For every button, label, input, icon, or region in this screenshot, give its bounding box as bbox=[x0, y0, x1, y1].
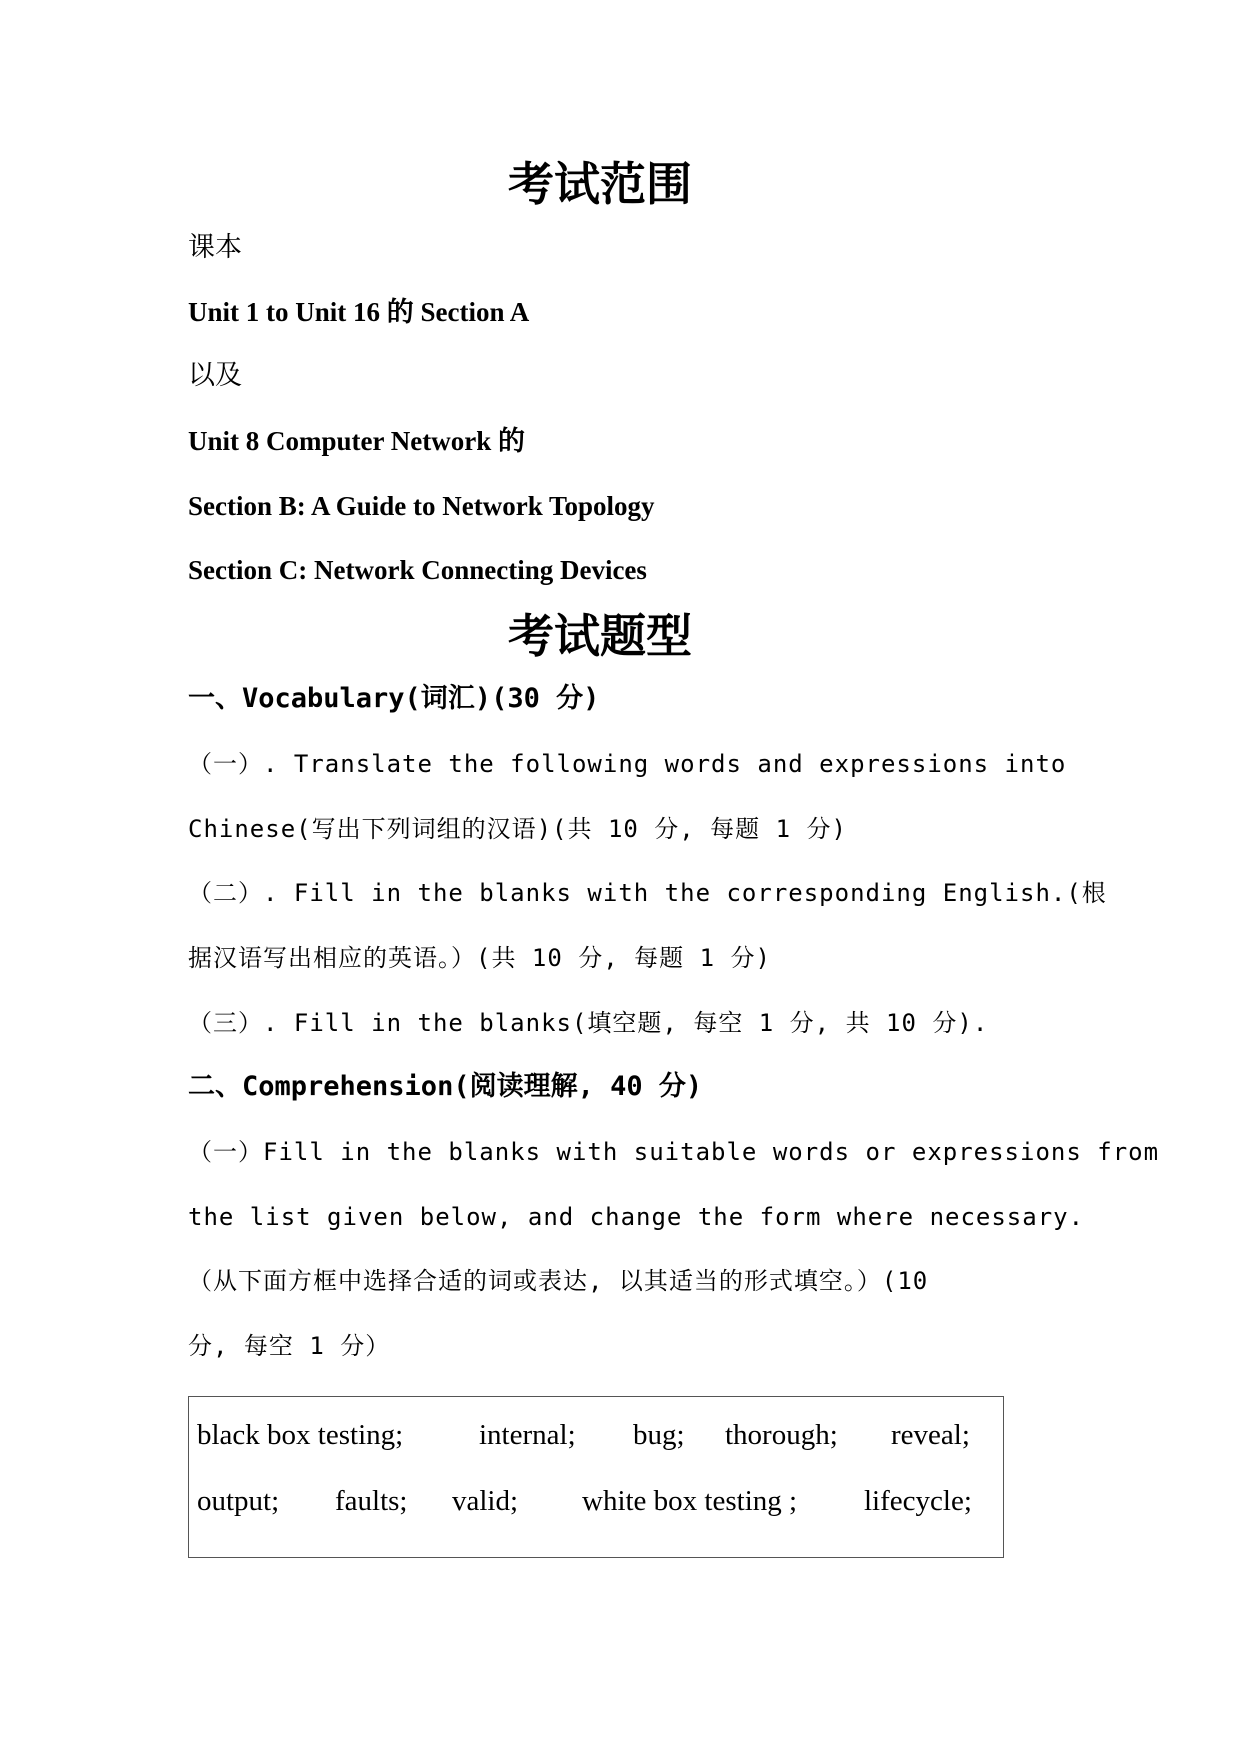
word-list-item: lifecycle; bbox=[864, 1485, 972, 1517]
scope-line-textbook: 课本 bbox=[188, 232, 242, 263]
scope-line-section-b: Section B: A Guide to Network Topology bbox=[188, 491, 655, 521]
word-list-item: reveal; bbox=[891, 1419, 970, 1451]
word-list-box bbox=[188, 1396, 1004, 1558]
vocab-item1-line1: （一）. Translate the following words and expressions into bbox=[188, 750, 1067, 778]
word-list-item: bug; bbox=[633, 1419, 685, 1451]
comprehension-item1-line4: 分, 每空 1 分） bbox=[188, 1332, 391, 1360]
vocab-item3-line1: （三）. Fill in the blanks(填空题, 每空 1 分, 共 10 分). bbox=[188, 1009, 989, 1037]
scope-line-section-c: Section C: Network Connecting Devices bbox=[188, 555, 647, 585]
vocab-item2-line1: （二）. Fill in the blanks with the corresponding English.(根 bbox=[188, 879, 1107, 907]
vocab-heading: 一、Vocabulary(词汇)(30 分) bbox=[188, 683, 600, 714]
word-list-row bbox=[197, 1481, 995, 1521]
comprehension-item1-line2: the list given below, and change the form where necessary. bbox=[188, 1203, 1085, 1231]
scope-line-unit8: Unit 8 Computer Network 的 bbox=[188, 426, 525, 456]
vocab-item2-line2: 据汉语写出相应的英语。）(共 10 分, 每题 1 分) bbox=[188, 944, 771, 972]
word-list-item: black box testing; bbox=[197, 1419, 404, 1451]
comprehension-item1-line1: （一）Fill in the blanks with suitable words or expressions from bbox=[188, 1138, 1160, 1166]
comprehension-heading: 二、Comprehension(阅读理解, 40 分) bbox=[188, 1071, 703, 1102]
types-title: 考试题型 bbox=[508, 609, 692, 663]
word-list-item: valid; bbox=[452, 1485, 519, 1517]
word-list-item: white box testing ; bbox=[582, 1485, 798, 1517]
word-list-item: output; bbox=[197, 1485, 280, 1517]
scope-line-and: 以及 bbox=[188, 360, 242, 391]
scope-line-units: Unit 1 to Unit 16 的 Section A bbox=[188, 297, 530, 327]
word-list-row bbox=[197, 1415, 995, 1455]
scope-title: 考试范围 bbox=[508, 157, 692, 211]
word-list-item: internal; bbox=[479, 1419, 576, 1451]
comprehension-item1-line3: （从下面方框中选择合适的词或表达, 以其适当的形式填空。）(10 bbox=[188, 1267, 929, 1295]
word-list-item: faults; bbox=[335, 1485, 408, 1517]
vocab-item1-line2: Chinese(写出下列词组的汉语)(共 10 分, 每题 1 分) bbox=[188, 815, 847, 843]
word-list-item: thorough; bbox=[725, 1419, 838, 1451]
